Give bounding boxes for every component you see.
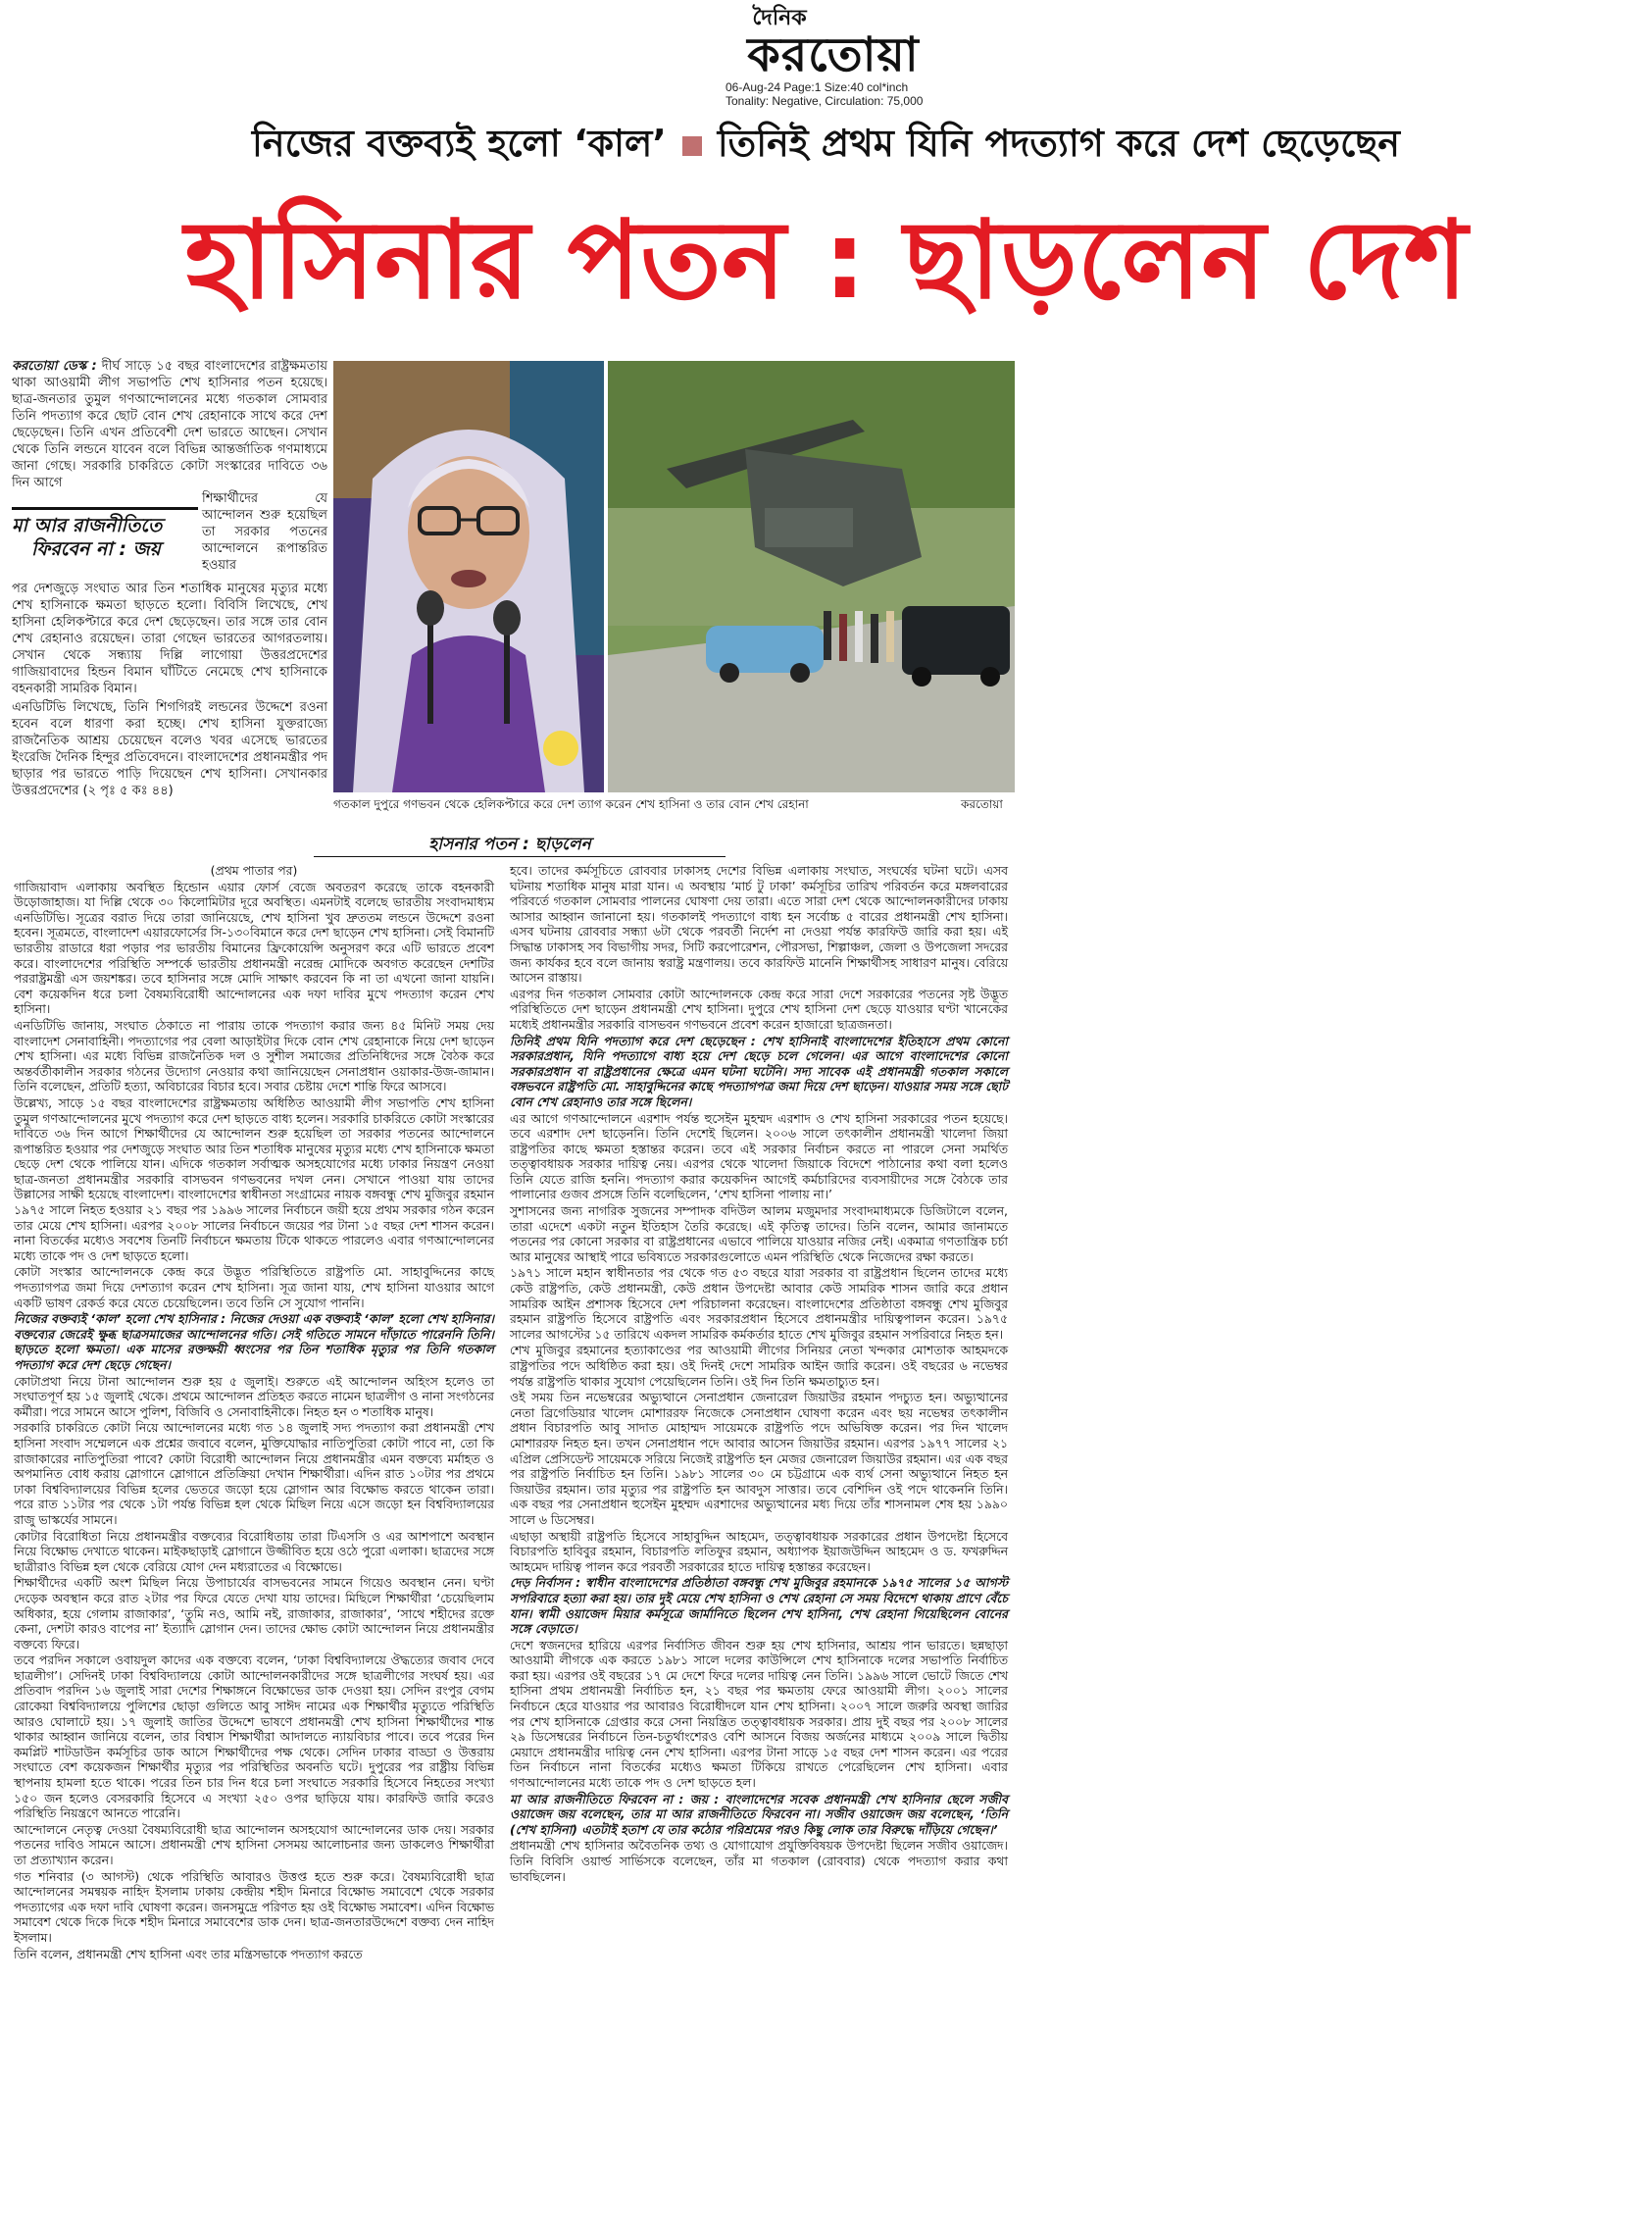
col1-paragraph: শিক্ষার্থীদের একটি অংশ মিছিল নিয়ে উপাচার্যের বাসভবনের সামনে গিয়েও অবস্থান নেন। ঘণ্টা দেড়েক অবস্থান করে রাত ২টার পর ফিরে যেতে দেখা যায় তাদের। মিছিলে শিক্ষার্থীরা ‘চেয়েছিলাম অধিকার, হয়ে গেলাম রাজাকার’, ‘তুমি নও, আমি নই, রাজাকার, রাজাকার’, ‘সাথে শহীদের রক্তে কেনা, দেশটা কারও বাপের না’ ইত্যাদি স্লোগান দেন। তাদের ক্ষোভ কোটা আন্দোলন নিয়ে প্রধানমন্ত্রীর বক্তব্যে ফিরে। (14, 1575, 494, 1652)
kicker-right: তিনিই প্রথম যিনি পদত্যাগ করে দেশ ছেড়েছেন (717, 122, 1400, 165)
col1-paragraph: কোটা সংস্কার আন্দোলনকে কেন্দ্র করে উদ্ভূত পরিস্থিতিতে রাষ্ট্রপতি মো. সাহাবুদ্দিনের কাছে পদত্যাগপত্র জমা দিয়ে দেশত্যাগ করেন শেখ হাসিনা। সূত্র জানা যায়, শেখ হাসিনা যাওয়ার আগে একটি ভাষণ রেকর্ড করে যেতে চেয়েছিলেন। তবে তিনি সে সুযোগ পাননি। (14, 1264, 494, 1310)
col2-paragraph: শেখ মুজিবুর রহমানের হত্যাকাণ্ডের পর আওয়ামী লীগের সিনিয়র নেতা খন্দকার মোশতাক আহমদকে রাষ্ট্রপতির পদে অধিষ্ঠিত করা হয়। ওই দিনই দেশে সামরিক আইন জারি করেন। ওই বছরের ৬ নভেম্বর পর্যন্ত রাষ্ট্রপতি থাকার সুযোগ পেয়েছিলেন তিনি। ওই দিন তিনি ক্ষমতাচ্যুত হন। (510, 1343, 1008, 1389)
subhead-line-2: ফিরবেন না : জয় (31, 538, 161, 560)
kicker (0, 120, 1652, 167)
col1-paragraph: (প্রথম পাতার পর) (210, 863, 298, 878)
col1-paragraph: গাজিয়াবাদ এলাকায় অবস্থিত হিন্ডোন এয়ার ফোর্স বেজে অবতরণ করেছে তাকে বহনকারী উড়োজাহাজ। যা দিল্লি থেকে ৩০ কিলোমিটার দূরে অবস্থিত। এমনটাই বলেছে ভারতীয় সংবাদমাধ্যম এনডিটিভি। সূত্রের বরাত দিয়ে তারা জানিয়েছে, শেখ হাসিনা খুব দ্রুততম লন্ডনে উদ্দেশে রওনা হবেন। সূত্রমতে, বাংলাদেশ এয়ারফোর্সের সি-১৩০বিমানে করে দেশ ছাড়েন শেখ হাসিনা। সেই বিমানটি ভারতীয় রাডারে ধরা পড়ার পর ভারতীয় বিমানের ফ্রিকোয়েন্সি অনুসরণ করে এটি ভারতে প্রবেশ করে। বাংলাদেশের পরিস্থিতি সম্পর্কে ভারতীয় প্রধানমন্ত্রী নরেন্দ্র মোদিকে অবগত করেছেন দেশটির পররাষ্ট্রমন্ত্রী এস জয়শঙ্কর। তবে হাসিনার সঙ্গে মোদি সাক্ষাৎ করবেন কি না তা এখনো জানা যায়নি। বেশ কয়েকদিন ধরে চলা বৈষম্যবিরোধী আন্দোলনের এক দফা দাবির মুখে পদত্যাগ করেন শেখ হাসিনা। (14, 879, 494, 1017)
meta-line-1: 06-Aug-24 Page:1 Size:40 col*inch (726, 80, 909, 94)
masthead (686, 8, 980, 80)
subhead-line-1: মা আর রাজনীতিতে (12, 515, 163, 536)
col1-paragraph: কোটাপ্রথা নিয়ে টানা আন্দোলন শুরু হয় ৫ জুলাই। শুরুতে এই আন্দোলন অহিংস হলেও তা সংঘাতপূর্ণ হয় ১৫ জুলাই থেকে। প্রথমে আন্দোলন প্রতিহত করতে নামেন ছাত্রলীগ ও নানা সংগঠনের কর্মীরা। পরে সামনে আসে পুলিশ, বিজিবি ও সেনাবাহিনীকে। নিহত হন ৩ শতাধিক মানুষ। (14, 1373, 494, 1419)
jump-headline: হাসনার পতন : ছাড়লেন (428, 835, 591, 854)
col1-paragraph: কোটার বিরোধিতা নিয়ে প্রধানমন্ত্রীর বক্তব্যের বিরোধিতায় তারা টিএসসি ও এর আশপাশে অবস্থান নিয়ে বিক্ষোভ দেখাতে থাকেন। মাইকছাড়াই স্লোগানে উজ্জীবিত হয়ে ওঠে পুরো এলাকা। ছাত্রদের সঙ্গে ছাত্রীরাও বিভিন্ন হল থেকে বেরিয়ে যোগ দেন মধ্যরাতের এ বিক্ষোভে। (14, 1528, 494, 1574)
col1-paragraph: উল্লেখ্য, সাড়ে ১৫ বছর বাংলাদেশের রাষ্ট্রক্ষমতায় অধিষ্ঠিত আওয়ামী লীগ সভাপতি শেখ হাসিনা তুমুল গণআন্দোলনের মুখে পদত্যাগ করে দেশ ছাড়তে বাধ্য হলেন। সরকারি চাকরিতে কোটা সংস্কারের দাবিতে ৩৬ দিন আগে শিক্ষার্থীদের যে আন্দোলন শুরু হয়েছিল তা সরকার পতনের আন্দোলনে রূপান্তরিত হওয়ার পর দেশজুড়ে সংঘাত আর তিন শতাধিক মানুষের মৃত্যুর মধ্যে শেখ হাসিনাকে ক্ষমতা ছেড়ে দেশ থেকে পালিয়ে যান। এদিকে গতকাল সর্বাত্মক অসহযোগের মধ্যে ঢাকার নিয়ন্ত্রণ নেওয়া ছাত্র-জনতা প্রধানমন্ত্রীর সরকারি বাসভবন গণভবনের দখল নেন। সেখানে পাওয়া যায় তাদের উল্লাসের সাক্ষী হয়েছে বাংলাদেশ। বাংলাদেশের স্বাধীনতা সংগ্রামের নায়ক বঙ্গবন্ধু শেখ মুজিবুর রহমান ১৯৭৫ সালে নিহত হওয়ার ২১ বছর পর ১৯৯৬ সালের নির্বাচনে জয়ী হয়ে প্রথম সরকার গঠন করেন তার মেয়ে শেখ হাসিনা। এরপর ২০০৮ সালের নির্বাচনে জয়ের পর টানা ১৫ বছর দেশ শাসন করেন। নানা বিতর্কের মধ্যেও সবশেষ তিনটি নির্বাচনে ক্ষমতায় টিকে থাকতে পারলেও এবার গণআন্দোলনের মধ্যে তাকে পদ ও দেশ ছাড়তে হলো। (14, 1094, 494, 1263)
col2-paragraph: দেড় নির্বাসন : স্বাধীন বাংলাদেশের প্রতিষ্ঠাতা বঙ্গবন্ধু শেখ মুজিবুর রহমানকে ১৯৭৫ সালের ১৫ আগস্ট সপরিবারে হত্যা করা হয়। তার দুই মেয়ে শেখ হাসিনা ও শেখ রেহানা সে সময় বিদেশে থাকায় প্রাণে বেঁচে যান। স্বামী ওয়াজেদ মিয়ার কর্মসূত্রে জার্মানিতে ছিলেন শেখ হাসিনা, শেখ রেহানা গিয়েছিলেন বোনের সঙ্গে বেড়াতে। (510, 1575, 1008, 1637)
col1-paragraph: আন্দোলনে নেতৃত্ব দেওয়া বৈষম্যবিরোধী ছাত্র আন্দোলন অসহযোগ আন্দোলনের ডাক দেয়। সরকার পতনের দাবিও সামনে আসে। প্রধানমন্ত্রী শেখ হাসিনা সেসময় আলোচনার জন্য ডাকলেও শিক্ষার্থীরা তা প্রত্যাখ্যান করেন। (14, 1821, 494, 1867)
col1-paragraph: তিনি বলেন, প্রধানমন্ত্রী শেখ হাসিনা এবং তার মন্ত্রিসভাকে পদত্যাগ করতে (14, 1946, 363, 1961)
jump-headline-rule (314, 856, 726, 857)
headline: হাসিনার পতন : ছাড়লেন দেশ (184, 197, 1468, 323)
col1-paragraph: এনডিটিভি জানায়, সংঘাত ঠেকাতে না পারায় তাকে পদত্যাগ করার জন্য ৪৫ মিনিট সময় দেয় বাংলাদেশ সেনাবাহিনী। পদত্যাগের পর বেলা আড়াইটার দিকে বোন শেখ রেহানাকে নিয়ে দেশ ছাড়েন শেখ হাসিনা। এর মধ্যে বিভিন্ন রাজনৈতিক দল ও সুশীল সমাজের প্রতিনিধিদের সঙ্গে বৈঠক করে অন্তর্বর্তীকালীন সরকার গঠনের উদ্যোগ নেওয়ার কথা জানিয়েছেন সেনাপ্রধান ওয়াকার-উজ-জামান। তিনি বলেছেন, প্রতিটি হত্যা, অবিচারের বিচার হবে। সবার চেষ্টায় দেশে শান্তি ফিরে আসবে। (14, 1017, 494, 1094)
masthead-small: দৈনিক (752, 6, 807, 30)
meta-line-2: Tonality: Negative, Circulation: 75,000 (726, 94, 924, 108)
col2-paragraph: দেশে স্বজনদের হারিয়ে এরপর নির্বাসিত জীবন শুরু হয় শেখ হাসিনার, আশ্রয় পান ভারতে। ছন্নছাড়া আওয়ামী লীগকে এক করতে ১৯৮১ সালে দলের কাউন্সিলে শেখ হাসিনাকে দলের সভাপতি নির্বাচিত করা হয়। এরপর ওই বছরের ১৭ মে দেশে ফিরে দলের দায়িত্ব নেন তিনি। ১৯৯৬ সালে ভোটে জিতে শেখ হাসিনা প্রথম প্রধানমন্ত্রী নির্বাচিত হন, ২১ বছর পর ক্ষমতায় ফেরে আওয়ামী লীগ। ২০০১ সালের নির্বাচনে হেরে যাওয়ার পর আবারও বিরোধীদলে যান শেখ হাসিনা। ২০০৭ সালে জরুরি অবস্থা জারির পর শেখ হাসিনাকে গ্রেপ্তার করে সেনা নিয়ন্ত্রিত তত্ত্বাবধায়ক সরকার। প্রায় দুই বছর পর ২০০৮ সালের ২৯ ডিসেম্বরের নির্বাচনে তিন-চতুর্থাংশেরও বেশি আসনে বিজয় অর্জনের মাধ্যমে ২০০৯ সালে দ্বিতীয় মেয়াদে প্রধানমন্ত্রীর দায়িত্ব নেন শেখ হাসিনা। এরপর টানা সাড়ে ১৫ বছর দেশ শাসন করেন। এর পরের তিন নির্বাচনে নানা বিতর্কের মধ্যেও ক্ষমতা টিকিয়ে রাখতে পেরেছিলেন শেখ হাসিনা। এবার গণআন্দোলনের মধ্যে তাকে পদ ও দেশ ছাড়তে হল। (510, 1637, 1008, 1791)
col2-paragraph: ওই সময় তিন নভেম্বরের অভ্যুত্থানে সেনাপ্রধান জেনারেল জিয়াউর রহমান পদচ্যুত হন। অভ্যুত্থানের নেতা ব্রিগেডিয়ার খালেদ মোশাররফ নিজেকে সেনাপ্রধান ঘোষণা করেন এবং ছয় নভেম্বর তৎকালীন প্রধান বিচারপতি আবু সাদাত মোহাম্মদ সায়েমকে রাষ্ট্রপতি পদে অভিষিক্ত করেন। পর দিন খালেদ মোশাররফ নিহত হন। তখন সেনাপ্রধান পদে আবার আসেন জিয়াউর রহমান। এরপর ১৯৭৭ সালের ২১ এপ্রিল প্রেসিডেন্ট সায়েমকে সরিয়ে নিজেই রাষ্ট্রপতি হন মেজর জেনারেল জিয়াউর রহমান। এর এক বছর পর রাষ্ট্রপতি নির্বাচিত হন তিনি। ১৯৮১ সালের ৩০ মে চট্টগ্রামে এক ব্যর্থ সেনা অভ্যুত্থানে নিহত হন জিয়াউর রহমান। তার মৃত্যুর পর রাষ্ট্রপতি হন আবদুস সাত্তার। তবে বেশিদিন ওই পদে থাকেননি তিনি। এক বছর পর সেনাপ্রধান হুসেইন মুহম্মদ এরশাদের অভ্যুত্থানের মধ্য দিয়ে তাঁর শাসনামল শেষ হয় ১৯৯০ সালে ৬ ডিসেম্বর। (510, 1390, 1008, 1527)
col2-paragraph: সুশাসনের জন্য নাগরিক সুজনের সম্পাদক বদিউল আলম মজুমদার সংবাদমাধ্যমকে ডিজিটালে বলেন, তারা এদেশে একটা নতুন ইতিহাস তৈরি করেছে। এই কৃতিত্ব তাদের। তিনি বলেন, আমার জানামতে পতনের পর কোনো সরকার বা রাষ্ট্রপ্রধানের এভাবে পালিয়ে যাওয়ার নজির নেই। একমাত্র গণতান্ত্রিক চর্চা আর মানুষের আস্থাই পারে ভবিষ্যতে সরকারগুলোতে এমন পরিস্থিতি থেকে নিজেদের রক্ষা করতে। (510, 1203, 1008, 1264)
masthead-logo: করতোয়া (747, 27, 920, 82)
col2-paragraph: মা আর রাজনীতিতে ফিরবেন না : জয় : বাংলাদেশের সবেক প্রধানমন্ত্রী শেখ হাসিনার ছেলে সজীব ওয়াজেদ জয় বলেছেন, তার মা আর রাজনীতিতে ফিরবেন না। সজীব ওয়াজেদ জয় বলেছেন, ‘তিনি (শেখ হাসিনা) এতটাই হতাশ যে তার কঠোর পরিশ্রমের পরও কিছু লোক তার বিরুদ্ধে দাঁড়িয়ে গেছেন।’ (510, 1791, 1008, 1837)
col1-paragraph: গত শনিবার (৩ আগস্ট) থেকে পরিস্থিতি আবারও উত্তপ্ত হতে শুরু করে। বৈষম্যবিরোধী ছাত্র আন্দোলনের সমন্বয়ক নাহিদ ইসলাম ঢাকায় কেন্দ্রীয় শহীদ মিনারে বিক্ষোভ সমাবেশে থেকে সরকার পদত্যাগের এক দফা দাবি ঘোষণা করেন। জনসমুদ্রে পরিণত হয় ওই বিক্ষোভ সমাবেশ। এদিন বিক্ষোভ সমাবেশ থেকে দিকে দিকে শহীদ মিনারে সমাবেশের ডাক দেন। ছাত্র-জনতারউদ্দেশে বক্তব্য দেন নাহিদ ইসলাম। (14, 1868, 494, 1945)
photo-sheikh-hasina (333, 361, 604, 792)
photo-credit: করতোয়া (961, 797, 1003, 811)
col2-paragraph: ১৯৭১ সালে মহান স্বাধীনতার পর থেকে গত ৫৩ বছরে যারা সরকার বা রাষ্ট্রপ্রধান ছিলেন তাদের মধ্যে কেউ রাষ্ট্রপতি, কেউ প্রধানমন্ত্রী, কেউ প্রধান উপদেষ্টা আবার কেউ সামরিক শাসন জারি করে প্রধান সামরিক আইন প্রশাসক হিসেবে দেশ পরিচালনা করেছেন। বাংলাদেশের প্রতিষ্ঠাতা বঙ্গবন্ধু শেখ মুজিবুর রহমান রাষ্ট্রপতি হিসেবে রাষ্ট্রপতি এবং সরকারপ্রধান হিসেবে প্রধানমন্ত্রীর দায়িত্বপালন করেন। ১৯৭৫ সালের আগস্টের ১৫ তারিখে একদল সামরিক কর্মকর্তার হাতে শেখ মুজিবুর রহমান সপরিবারে নিহত হন। (510, 1265, 1008, 1342)
col2-paragraph: এছাড়া অস্থায়ী রাষ্ট্রপতি হিসেবে সাহাবুদ্দিন আহমেদ, তত্ত্বাবধায়ক সরকারের প্রধান উপদেষ্টা হিসেবে বিচারপতি হাবিবুর রহমান, বিচারপতি লতিফুর রহমান, অধ্যাপক ইয়াজউদ্দিন আহমেদ ও ড. ফখরুদ্দিন আহমেদ দায়িত্ব পালন করে পরবর্তী সরকারের হাতে দায়িত্ব হস্তান্তর করেছেন। (510, 1528, 1008, 1574)
subhead-box (12, 507, 198, 561)
kicker-separator-square (682, 136, 702, 156)
clipping-meta (726, 80, 923, 108)
intro-slug: করতোয়া ডেস্ক : (12, 359, 97, 374)
col2-paragraph: এর আগে গণআন্দোলনে এরশাদ পর্যন্ত হুসেইন মুহম্মদ এরশাদ ও শেখ হাসিনা সরকারের পতন হয়েছে। তবে এরশাদ দেশ ছাড়েননি। তিনি দেশেই ছিলেন। ২০০৬ সালে তৎকালীন প্রধানমন্ত্রী খালেদা জিয়া রাষ্ট্রপতির কাছে ক্ষমতা হস্তান্তর করেন। তবে এই সরকার নির্বাচন করতে না পারলে সেনা সমর্থিত তত্ত্বাবধায়ক সরকার দায়িত্ব নেয়। এরপর থেকে খালেদা জিয়াকে বিদেশে পাঠানোর কথা বলা হলেও তিনি যেতে রাজি হননি। পদত্যাগ করার কয়েকদিন আগেই কর্মচারিদের ব্যবসায়ীদের সঙ্গে বৈঠকে তার পালানোর গুজব প্রসঙ্গে তিনি বলেছিলেন, ‘শেখ হাসিনা পালায় না।’ (510, 1110, 1008, 1202)
col1-paragraph: তবে পরদিন সকালে ওবায়দুল কাদের এক বক্তব্যে বলেন, ‘ঢাকা বিশ্ববিদ্যালয়ে ঔদ্ধত্যের জবাব দেবে ছাত্রলীগ’। সেদিনই ঢাকা বিশ্ববিদ্যালয়ে কোটা আন্দোলনকারীদের সঙ্গে ছাত্রলীগের সংঘর্ষ হয়। এর প্রতিবাদ পরদিন ১৬ জুলাই সারা দেশের শিক্ষাঙ্গনে বিক্ষোভের ডাক দেওয়া হয়। সেদিন রংপুর বেগম রোকেয়া বিশ্ববিদ্যালয়ে পুলিশের ছোড়া গুলিতে আবু সাঈদ নামের এক শিক্ষার্থীর মৃত্যুতে পরিস্থিতি আরও ঘোলাটে হয়। ১৭ জুলাই জাতির উদ্দেশে ভাষণে প্রধানমন্ত্রী শেখ হাসিনা শিক্ষার্থীদের শান্ত থাকার আহ্বান জানিয়ে বলেন, তার বিশ্বাস শিক্ষার্থীরা আদালতে ন্যায়বিচার পাবে। তবে পরের দিন কমপ্লিট শাটডাউন কর্মসূচির ডাক আসে শিক্ষার্থীদের পক্ষ থেকে। সেদিন ঢাকার বাড্ডা ও উত্তরায় সংঘাতে বেশ কয়েকজন শিক্ষার্থীর মৃত্যুর পর পরিস্থিতির অবনতি ঘটে। দুপুরের পর রাষ্ট্রীয় বিভিন্ন স্থাপনায় হামলা হতে থাকে। পরের তিন চার দিন ধরে চলা সংঘাতে সরকারি হিসেবে নিহতের সংখ্যা ১৫০ জন হলেও বেসরকারি হিসেবে এ সংখ্যা ২৫০ ওপর ছাড়িয়ে যায়। কারফিউ জারি করেও পরিস্থিতি নিয়ন্ত্রণে আনতে পারেনি। (14, 1652, 494, 1821)
col2-paragraph: হবে। তাদের কর্মসূচিতে রোববার ঢাকাসহ দেশের বিভিন্ন এলাকায় সংঘাত, সংঘর্ষের ঘটনা ঘটে। এসব ঘটনায় শতাধিক মানুষ মারা যান। এ অবস্থায় ‘মার্চ টু ঢাকা’ কর্মসূচির তারিখ পরিবর্তন করে মঙ্গলবারের পরিবর্তে গতকাল সোমবার পালনের ঘোষণা দেয় তারা। এতে সারা দেশ থেকে আন্দোলনকারীদের ঢাকায় আসার আহ্বান জানানো হয়। গতকালই পদত্যাগে বাধ্য হন সর্বোচ্চ ৫ বারের প্রধানমন্ত্রী শেখ হাসিনা। এসব ঘটনায় রোববার সন্ধ্যা ৬টা থেকে পরবর্তী নির্দেশ না দেওয়া পর্যন্ত কারফিউ জারি করা হয়। এই সিদ্ধান্ত ঢাকাসহ সব বিভাগীয় সদর, সিটি করপোরেশন, পৌরসভা, শিল্পাঞ্চল, জেলা ও উপজেলা সদরের জন্য কার্যকর হবে বলে জানায় স্বরাষ্ট্র মন্ত্রণালয়। তবে কারফিউ মানেনি শিক্ষার্থীসহ সাধারণ মানুষ। বেরিয়ে আসেন রাস্তায়। (510, 863, 1008, 986)
intro-side-text: শিক্ষার্থীদের যে আন্দোলন শুরু হয়েছিল তা সরকার পতনের আন্দোলনে রূপান্তরিত হওয়ার (202, 491, 327, 573)
col2-paragraph: প্রধানমন্ত্রী শেখ হাসিনার অবৈতনিক তথ্য ও যোগাযোগ প্রযুক্তিবিষয়ক উপদেষ্টা ছিলেন সজীব ওয়াজেদ। তিনি বিবিসি ওয়ার্ল্ড সার্ভিসকে বলেছেন, তাঁর মা গতকাল (রোববার) থেকে পদত্যাগ করার কথা ভাবছিলেন। (510, 1838, 1008, 1884)
intro-paragraph-1: দীর্ঘ সাড়ে ১৫ বছর বাংলাদেশের রাষ্ট্রক্ষমতায় থাকা আওয়ামী লীগ সভাপতি শেখ হাসিনার পতন হয়েছে। ছাত্র-জনতার তুমুল গণআন্দোলনের মধ্যে গতকাল সোমবার তিনি পদত্যাগ করে ছোট বোন শেখ রেহানাকে সাথে করে দেশ ছেড়েছেন। তিনি এখন প্রতিবেশী দেশ ভারতে আছেন। সেখান থেকে তিনি লন্ডনে যাবেন বলে বিভিন্ন আন্তর্জাতিক গণমাধ্যমে জানা গেছে। সরকারি চাকরিতে কোটা সংস্কারের দাবিতে ৩৬ দিন আগে (12, 359, 327, 490)
kicker-left: নিজের বক্তব্যই হলো ‘কাল’ (252, 122, 667, 165)
body-column-1 (14, 863, 494, 1962)
body-column-2 (510, 863, 1008, 1885)
photo-caption: গতকাল দুপুরে গণভবন থেকে হেলিকপ্টারে করে দেশ ত্যাগ করেন শেখ হাসিনা ও তার বোন শেখ রেহানা (333, 797, 809, 811)
photo-helicopter-departure (608, 361, 1015, 792)
intro-text (12, 358, 327, 493)
col1-paragraph: সরকারি চাকরিতে কোটা নিয়ে আন্দোলনের মধ্যে গত ১৪ জুলাই সদ্য পদত্যাগ করা প্রধানমন্ত্রী শেখ হাসিনা সংবাদ সম্মেলনে এক প্রশ্নের জবাবে বলেন, মুক্তিযোদ্ধার নাতিপুতিরা কোটা পাবে না, তো কি রাজাকারের নাতিপুতিরা পাবে? কোটা বিরোধী আন্দোলন নিয়ে প্রধানমন্ত্রীর এমন বক্তব্যে মর্মাহত ও অপমানিত বোধ করায় স্লোগানে স্লোগানে প্রতিক্রিয়া দেখান শিক্ষার্থীরা। এদিন রাত ১০টার পর প্রথমে ঢাকা বিশ্ববিদ্যালয়ের বিভিন্ন হলের ভেতরে জড়ো হয়ে স্লোগান আর বিক্ষোভ করতে থাকেন তারা। পরে রাত ১১টার পর থেকে ১টা পর্যন্ত বিভিন্ন হল থেকে মিছিল নিয়ে এসে জড়ো হন বিশ্ববিদ্যালয়ের রাজু ভাস্কর্যের সামনে। (14, 1420, 494, 1527)
col2-paragraph: এরপর দিন গতকাল সোমবার কোটা আন্দোলনকে কেন্দ্র করে সারা দেশে সরকারের পতনের সৃষ্ট উদ্ভূত পরিস্থিতিতে দেশ ছাড়েন প্রধানমন্ত্রী শেখ হাসিনা। দুপুরে শেখ হাসিনা দেশ ছেড়ে যাওয়ার ঘণ্টা খানেকের মধ্যেই প্রধানমন্ত্রীর সরকারি বাসভবন গণভবনে প্রবেশ করেন হাজারো ছাত্রজনতা। (510, 986, 1008, 1032)
col1-paragraph: নিজের বক্তব্যই ‘কাল’ হলো শেখ হাসিনার : নিজের দেওয়া এক বক্তব্যই ‘কাল’ হলো শেখ হাসিনার। বক্তব্যের জেরেই ক্ষুব্ধ ছাত্রসমাজের আন্দোলনের গতি। সেই গতিতে সামনে দাঁড়াতে পারেননি তিনি। ছাড়তে হলো ক্ষমতা। এক মাসের রক্তক্ষয়ী ধ্বংসের পর তিন শতাধিক মৃত্যুর পর তিনি গতকাল পদত্যাগ করে দেশ ছেড়ে গেছেন। (14, 1311, 494, 1372)
intro-paragraph-3: এনডিটিভি লিখেছে, তিনি শিগগিরই লন্ডনের উদ্দেশে রওনা হবেন বলে ধারণা করা হচ্ছে। শেখ হাসিনা যুক্তরাজ্যে রাজনৈতিক আশ্রয় চেয়েছেন বলেও খবর এসেছে ভারতের ইংরেজি দৈনিক হিন্দুর প্রতিবেদনে। বাংলাদেশের প্রধানমন্ত্রীর পদ ছাড়ার পর ভারতে পাড়ি দিয়েছেন শেখ হাসিনা। সেখানকার উত্তরপ্রদেশের (২ পৃঃ ৫ কঃ ৪৪) (12, 700, 327, 798)
portrait-illustration (333, 361, 604, 792)
helicopter-scene-illustration (608, 361, 1015, 792)
col2-paragraph: তিনিই প্রথম যিনি পদত্যাগ করে দেশ ছেড়েছেন : শেখ হাসিনাই বাংলাদেশের ইতিহাসে প্রথম কোনো সরকারপ্রধান, যিনি পদত্যাগে বাধ্য হয়ে দেশ ছেড়ে চলে গেলেন। এর আগে বাংলাদেশের কোনো সরকারপ্রধান বা রাষ্ট্রপ্রধানের ক্ষেত্রে এমন ঘটনা ঘটেনি। সদ্য সাবেক এই প্রধানমন্ত্রী গতকাল সকালে বঙ্গভবনে রাষ্ট্রপতি মো. সাহাবুদ্দিনের কাছে পদত্যাগপত্র জমা দিয়ে দেশ ছাড়েন। যাওয়ার সময় সঙ্গে ছোট বোন শেখ রেহানাও তার সঙ্গে ছিলেন। (510, 1033, 1008, 1109)
intro-text-lower (12, 581, 327, 801)
intro-paragraph-2: পর দেশজুড়ে সংঘাত আর তিন শতাধিক মানুষের মৃত্যুর মধ্যে শেখ হাসিনাকে ক্ষমতা ছাড়তে হলো। বিবিসি লিখেছে, শেখ হাসিনা হেলিকপ্টারে করে দেশ ছেড়েছেন। তার সঙ্গে তার বোন শেখ রেহানাও রয়েছেন। তারা গেছেন ভারতের আগরতলায়। সেখান থেকে সন্ধ্যায় দিল্লি লাগোয়া উত্তরপ্রদেশের গাজিয়াবাদের হিন্ডন বিমান ঘাঁটিতে নেমেছে শেখ হাসিনাকে বহনকারী সামরিক বিমান। (12, 582, 327, 696)
